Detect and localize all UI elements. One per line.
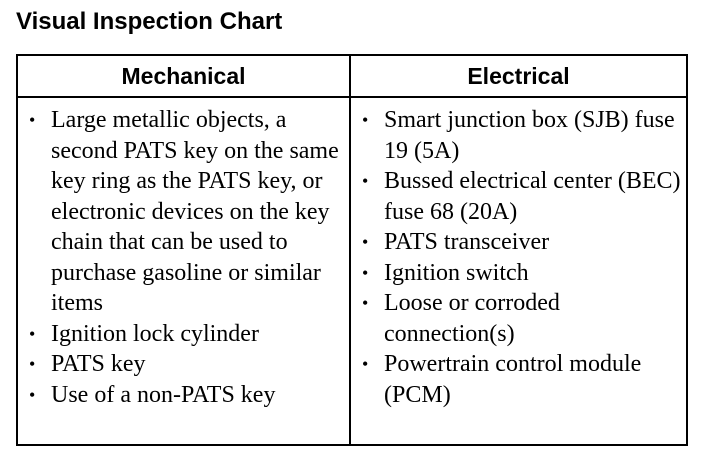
inspection-table — [16, 54, 688, 446]
bullet-icon: • — [29, 384, 36, 405]
list-item — [359, 227, 682, 258]
list-item-text: Ignition lock cylinder — [51, 320, 259, 347]
mechanical-list — [18, 98, 349, 410]
bullet-icon: • — [362, 354, 369, 374]
list-item-text: PATS transceiver — [384, 229, 550, 255]
list-item-text: Loose or corroded connection(s) — [384, 290, 560, 347]
bullet-icon: • — [29, 323, 36, 344]
list-item-text: Use of a non-PATS key — [51, 381, 276, 408]
bullet-icon: • — [362, 171, 369, 191]
body-row — [17, 97, 687, 445]
list-item-text: PATS key — [51, 351, 146, 377]
bullet-icon: • — [362, 262, 369, 283]
bullet-icon: • — [362, 110, 369, 130]
mechanical-header: Mechanical — [17, 55, 350, 97]
list-item-text: Smart junction box (SJB) fuse 19 (5A) — [384, 107, 675, 164]
list-item-text: Large metallic objects, a second PATS key on the same key ring as the PATS key, or electronic devices on the key chain that can be used to purchase gasoline or similar items — [51, 107, 339, 316]
list-item — [359, 105, 682, 166]
bullet-icon: • — [29, 110, 36, 130]
list-item-text: Powertrain control module (PCM) — [384, 351, 642, 408]
bullet-icon: • — [362, 232, 369, 252]
list-item — [359, 166, 682, 227]
list-item — [26, 349, 345, 380]
header-row — [17, 55, 687, 97]
list-item-text: Bussed electrical center (BEC) fuse 68 (20A) — [384, 168, 681, 225]
mechanical-cell — [17, 97, 350, 445]
bullet-icon: • — [29, 354, 36, 374]
list-item — [26, 319, 345, 350]
list-item-text: Ignition switch — [384, 259, 529, 286]
chart-title: Visual Inspection Chart — [16, 8, 283, 35]
electrical-cell — [350, 97, 687, 445]
list-item — [359, 349, 682, 410]
electrical-list — [351, 98, 686, 410]
electrical-header: Electrical — [350, 55, 687, 97]
list-item — [359, 258, 682, 289]
bullet-icon: • — [362, 293, 369, 313]
list-item — [26, 380, 345, 411]
list-item — [26, 105, 345, 319]
list-item — [359, 288, 682, 349]
